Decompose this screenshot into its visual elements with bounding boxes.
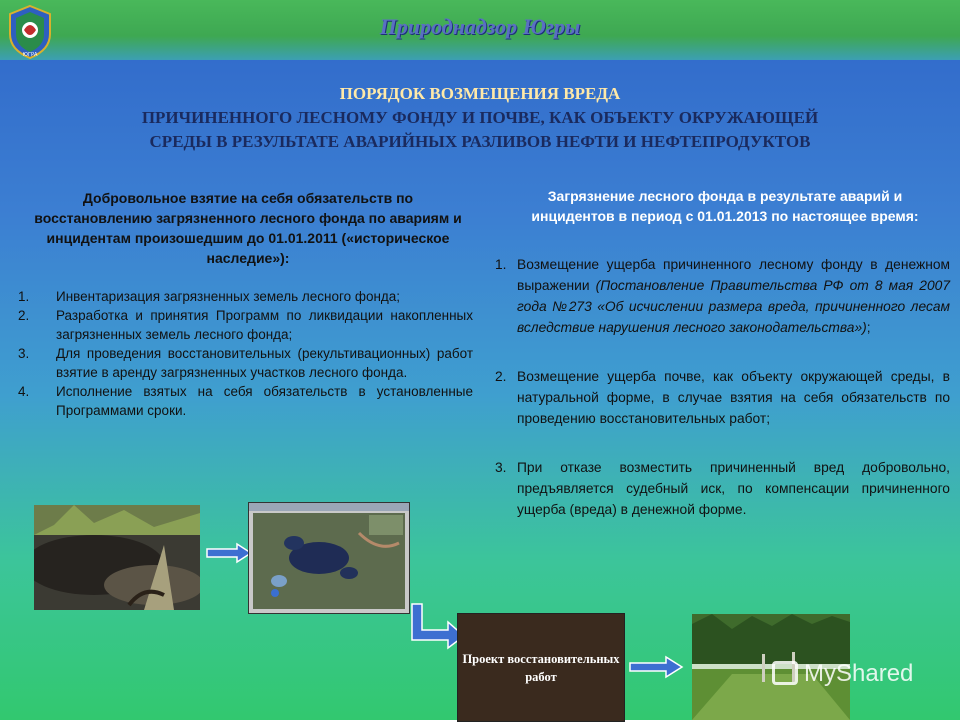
arrow-right-icon <box>205 542 253 564</box>
emblem-label: ЮГРА <box>22 52 38 58</box>
right-heading: Загрязнение лесного фонда в результате аварий и инцидентов в период с 01.01.2013 по настоящее время: <box>531 188 919 224</box>
title-line-2: ПРИЧИНЕННОГО ЛЕСНОМУ ФОНДУ И ПОЧВЕ, КАК ОБЪЕКТУ ОКРУЖАЮЩЕЙ <box>141 108 819 127</box>
list-item-number: 4. <box>18 384 30 399</box>
list-item-text: При отказе возместить причиненный вред добровольно, предъявляется судебный иск, по компенсации причиненного ущерба (вреда) в денежной форме. <box>517 460 950 517</box>
title-line-1: ПОРЯДОК ВОЗМЕЩЕНИЯ ВРЕДА <box>339 84 621 103</box>
list-item <box>18 382 473 420</box>
left-heading: Добровольное взятие на себя обязательств по восстановлению загрязненного лесного фонда по авариям и инцидентам произошедшим до 01.01.2011 («историческое наследие»): <box>34 190 462 266</box>
list-item <box>495 254 950 338</box>
project-box: Проект восстановительных работ <box>457 613 625 722</box>
arrow-right-icon <box>628 655 684 679</box>
list-item-text: Инвентаризация загрязненных земель лесного фонда; <box>56 289 401 304</box>
brand-title: Природнадзор Югры <box>379 14 581 39</box>
list-item <box>18 344 473 382</box>
item1-main-text: Возмещение ущерба причиненного лесному фонду в денежном выражении <box>517 257 950 293</box>
list-item <box>495 366 950 429</box>
list-item-text: Разработка и принятия Программ по ликвидации накопленных загрязненных земель лесного фонда; <box>56 308 473 342</box>
list-item <box>18 306 473 344</box>
item1-tail: ; <box>866 320 871 335</box>
satellite-map-photo <box>248 502 410 614</box>
slide-title <box>40 82 920 154</box>
list-item <box>495 457 950 520</box>
list-item-text: Исполнение взятых на себя обязательств в установленные Программами сроки. <box>56 384 473 418</box>
watermark-logo-icon <box>772 661 798 685</box>
item1-legal-reference: (Постановление Правительства РФ от 8 мая 2007 года №273 «Об исчислении размера вреда, причиненного лесам вследствие нарушения лесного законодательства») <box>517 278 950 335</box>
title-line-3: СРЕДЫ В РЕЗУЛЬТАТЕ АВАРИЙНЫХ РАЗЛИВОВ НЕФТИ И НЕФТЕПРОДУКТОВ <box>149 132 811 151</box>
list-item-number: 3. <box>18 346 30 361</box>
list-item-text <box>517 254 950 338</box>
list-item-number: 2. <box>495 369 507 384</box>
polluted-ground-photo <box>34 505 200 610</box>
watermark-text: MyShared <box>804 660 914 687</box>
watermark <box>772 660 913 688</box>
list-item-number: 2. <box>18 308 30 323</box>
list-item-number: 3. <box>495 460 507 475</box>
list-item-text: Возмещение ущерба почве, как объекту окружающей среды, в натуральной форме, в случае взятия на себя обязательств по проведению восстановительных работ; <box>517 369 950 426</box>
list-item-number: 1. <box>495 257 507 272</box>
list-item-text: Для проведения восстановительных (рекультивационных) работ взятие в аренду загрязненных участков лесного фонда. <box>56 346 473 380</box>
left-list <box>18 287 473 420</box>
list-item <box>18 287 473 306</box>
right-list <box>495 254 950 520</box>
list-item-number: 1. <box>18 289 30 304</box>
